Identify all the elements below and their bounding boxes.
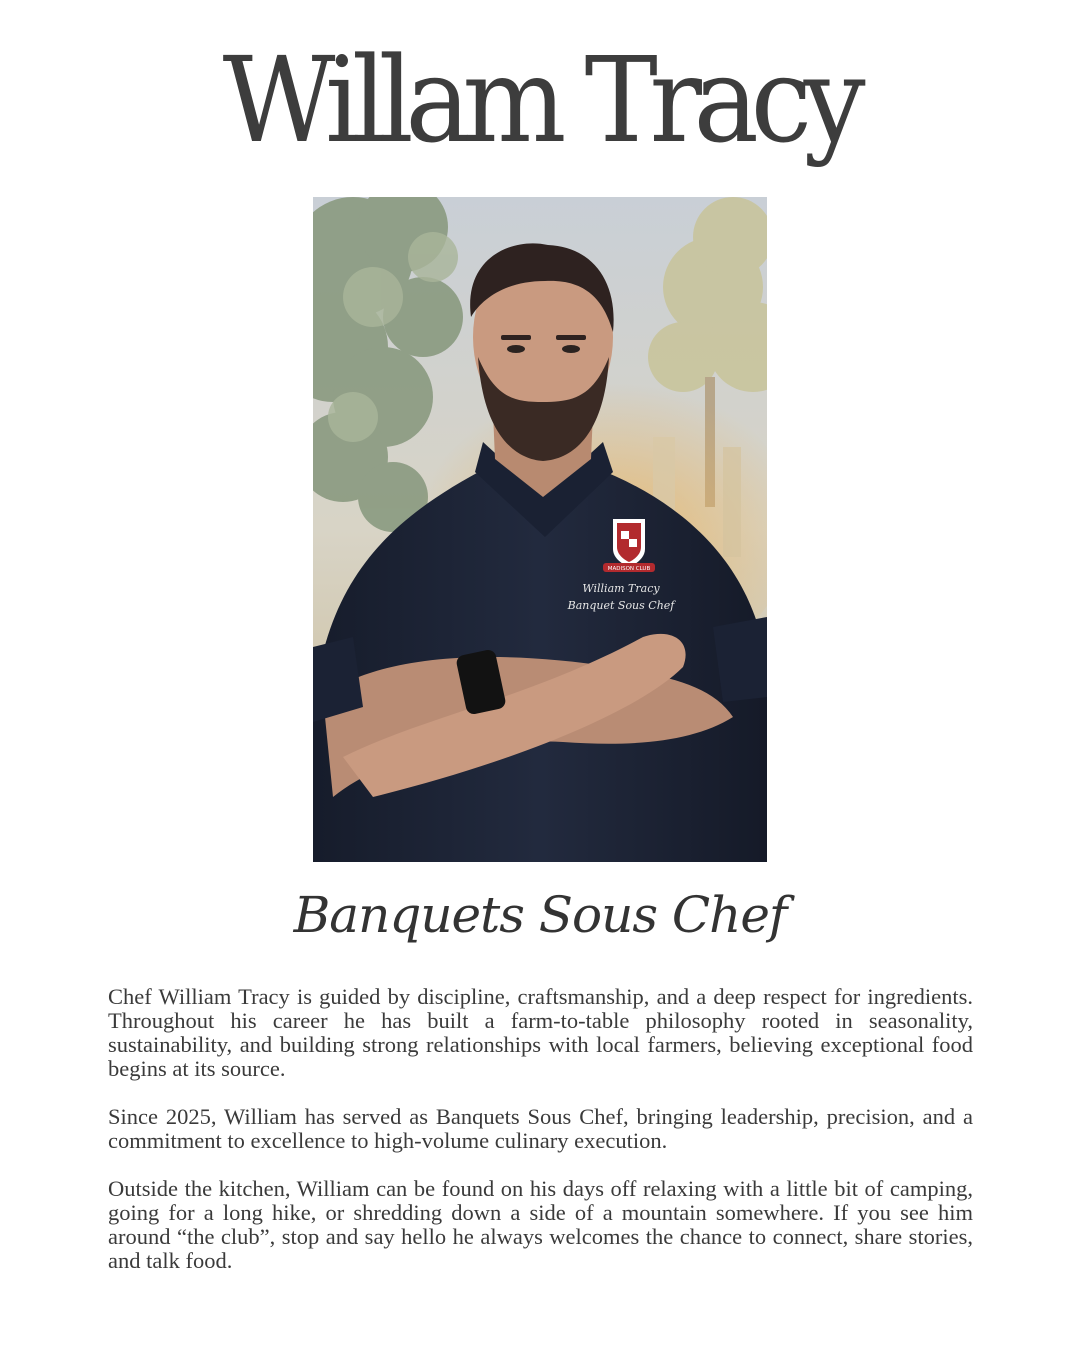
chef-portrait bbox=[313, 197, 767, 862]
bio-paragraph: Outside the kitchen, William can be found on his days off relaxing with a little bit of camping, going for a long hike, or shredding down a side of a mountain somewhere. If you see him around “the club”, stop and say hello he always welcomes the chance to connect, share stories, and talk food. bbox=[108, 1176, 973, 1273]
bio-paragraph: Since 2025, William has served as Banquets Sous Chef, bringing leadership, precision, and a commitment to excellence to high-volume culinary execution. bbox=[108, 1104, 973, 1153]
embroidered-name: William Tracy bbox=[582, 582, 660, 595]
bio-paragraph: Chef William Tracy is guided by discipline, craftsmanship, and a deep respect for ingredients. Throughout his career he has built a farm-to-table philosophy rooted in seasonality, sustainability, and building strong relationships with local farmers, believing exceptional food begins at its source. bbox=[108, 984, 973, 1081]
name-title: Willam Tracy bbox=[222, 31, 858, 169]
role-title: Banquets Sous Chef bbox=[293, 886, 787, 944]
badge-label: MADISON CLUB bbox=[607, 566, 651, 572]
embroidered-role: Banquet Sous Chef bbox=[567, 599, 675, 612]
bio-text bbox=[108, 985, 973, 1297]
